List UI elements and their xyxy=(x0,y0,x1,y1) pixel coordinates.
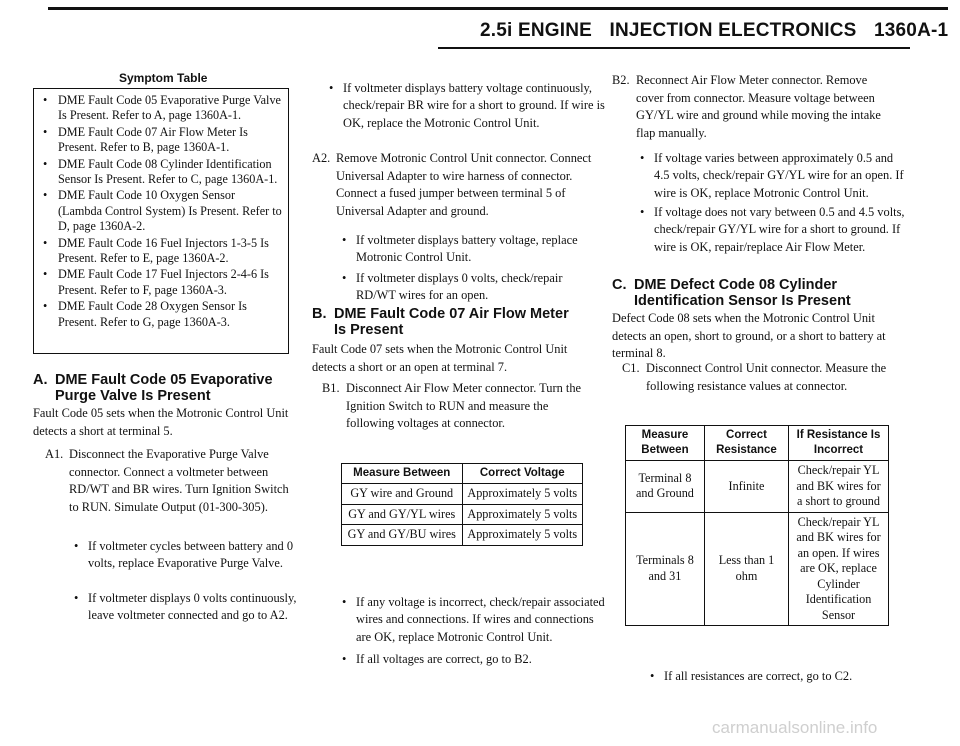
top-rule xyxy=(48,7,948,10)
symptom-item: • DME Fault Code 28 Oxygen Sensor Is Present. Refer to G, page 1360A-3. xyxy=(40,299,282,330)
header-page: 1360A-1 xyxy=(874,20,949,41)
table-row xyxy=(342,484,583,505)
header-engine: 2.5i ENGINE xyxy=(480,20,593,41)
table-cell: Approximately 5 volts xyxy=(462,504,583,525)
step-c1 xyxy=(622,360,894,395)
symptom-item: • DME Fault Code 05 Evaporative Purge Valve Is Present. Refer to A, page 1360A-1. xyxy=(40,93,282,124)
table-cell: Terminals 8 and 31 xyxy=(626,512,705,626)
table-header: Measure Between xyxy=(342,464,463,484)
step-b2-text: Reconnect Air Flow Meter connector. Remove cover from connector. Measure voltage between GY/YL wire and ground while moving the intake flap manually. xyxy=(636,73,881,140)
section-a-title: DME Fault Code 05 Evaporative Purge Valve Is Present xyxy=(55,372,273,404)
section-c-title: DME Defect Code 08 Cylinder Identification Sensor Is Present xyxy=(634,277,851,309)
step-a2-bullet: • If voltmeter displays battery voltage, replace Motronic Control Unit. xyxy=(342,232,604,267)
section-c-intro: Defect Code 08 sets when the Motronic Control Unit detects an open, short to ground, or a short to battery at terminal 8. xyxy=(612,311,886,360)
table-header-row xyxy=(626,426,889,461)
step-b1-number: B1. xyxy=(322,381,340,395)
table-header: Correct Resistance xyxy=(704,426,788,461)
step-a2 xyxy=(312,150,592,220)
step-a1-text: Disconnect the Evaporative Purge Valve connector. Connect a voltmeter between RD/WT and BR wires. Turn Ignition Switch to RUN. Simulate Output (01-300-305). xyxy=(69,447,289,514)
symptom-item: • DME Fault Code 07 Air Flow Meter Is Present. Refer to B, page 1360A-1. xyxy=(40,125,282,156)
step-b1-bullet: • If any voltage is incorrect, check/repair associated wires and connections. If wires and connections are OK, replace Motronic Control Unit. xyxy=(342,594,606,646)
symptom-item: • DME Fault Code 10 Oxygen Sensor (Lambda Control System) Is Present. Refer to D, page 1360A-2. xyxy=(40,188,282,234)
page-header xyxy=(480,20,948,42)
section-a-heading xyxy=(33,372,295,404)
watermark-text: carmanualsonline.info xyxy=(712,718,878,737)
symptom-item: • DME Fault Code 17 Fuel Injectors 2-4-6 Is Present. Refer to F, page 1360A-3. xyxy=(40,267,282,298)
step-a2-bullet: • If voltmeter displays 0 volts, check/repair RD/WT wires for an open. xyxy=(342,270,604,305)
table-cell: Terminal 8 and Ground xyxy=(626,461,705,513)
step-a1-bullet: • If voltmeter cycles between battery and 0 volts, replace Evaporative Purge Valve. xyxy=(74,538,306,573)
section-a-letter: A. xyxy=(33,372,48,388)
table-header: Measure Between xyxy=(626,426,705,461)
step-b2-number: B2. xyxy=(612,73,630,87)
table-row xyxy=(342,525,583,546)
table-cell: Approximately 5 volts xyxy=(462,525,583,546)
table-header: If Resistance Is Incorrect xyxy=(789,426,889,461)
step-b2-bullet: • If voltage does not vary between 0.5 and 4.5 volts, check/repair GY/YL wire for a short to ground. If wire is OK, repair/replace Air Flow Meter. xyxy=(640,204,906,256)
step-c1-number: C1. xyxy=(622,361,640,375)
voltage-table xyxy=(341,463,583,546)
header-section: INJECTION ELECTRONICS xyxy=(609,20,857,41)
section-b-heading xyxy=(312,306,602,338)
step-a1-bullet: • If voltmeter displays 0 volts continuously, leave voltmeter connected and go to A2. xyxy=(74,590,306,625)
step-a1-number: A1. xyxy=(45,447,64,461)
step-b2-bullet: • If voltage varies between approximately 0.5 and 4.5 volts, check/repair GY/YL wire for an open. If wire is OK, replace Motronic Control Unit. xyxy=(640,150,906,202)
step-b1-text: Disconnect Air Flow Meter connector. Turn the Ignition Switch to RUN and measure the following voltages at connector. xyxy=(346,381,582,431)
resistance-table xyxy=(625,425,889,626)
table-cell: Less than 1 ohm xyxy=(704,512,788,626)
symptom-table-title: Symptom Table xyxy=(119,71,208,85)
table-header-row xyxy=(342,464,583,484)
table-cell: GY wire and Ground xyxy=(342,484,463,505)
section-b-intro: Fault Code 07 sets when the Motronic Control Unit detects a short or an open at terminal 7. xyxy=(312,342,568,374)
section-b-title: DME Fault Code 07 Air Flow Meter Is Present xyxy=(334,306,569,338)
table-cell: GY and GY/BU wires xyxy=(342,525,463,546)
step-a1 xyxy=(45,446,295,516)
table-row xyxy=(626,461,889,513)
step-c1-text: Disconnect Control Unit connector. Measure the following resistance values at connector. xyxy=(646,361,887,393)
section-c-letter: C. xyxy=(612,277,627,293)
step-a2-number: A2. xyxy=(312,151,331,165)
symptom-table xyxy=(33,88,289,354)
step-b2 xyxy=(612,72,894,142)
symptom-item: • DME Fault Code 08 Cylinder Identification Sensor Is Present. Refer to C, page 1360A-1. xyxy=(40,157,282,188)
section-c-heading xyxy=(612,277,902,309)
symptom-item: • DME Fault Code 16 Fuel Injectors 1-3-5 Is Present. Refer to E, page 1360A-2. xyxy=(40,236,282,267)
table-row xyxy=(342,504,583,525)
table-row xyxy=(626,512,889,626)
table-cell: Check/repair YL and BK wires for a short to ground xyxy=(789,461,889,513)
step-b1 xyxy=(322,380,590,433)
header-rule xyxy=(438,47,910,49)
table-header: Correct Voltage xyxy=(462,464,583,484)
step-a1-bullet: • If voltmeter displays battery voltage continuously, check/repair BR wire for a short to ground. If wire is OK, replace the Motronic Control Unit. xyxy=(329,80,605,132)
step-c1-bullet: • If all resistances are correct, go to C2. xyxy=(650,668,904,685)
table-cell: GY and GY/YL wires xyxy=(342,504,463,525)
table-cell: Check/repair YL and BK wires for an open. If wires are OK, replace Cylinder Identification Sensor xyxy=(789,512,889,626)
table-cell: Approximately 5 volts xyxy=(462,484,583,505)
section-a-intro: Fault Code 05 sets when the Motronic Control Unit detects a short at terminal 5. xyxy=(33,406,289,438)
table-cell: Infinite xyxy=(704,461,788,513)
step-a2-text: Remove Motronic Control Unit connector. Connect Universal Adapter to wire harness of connector. Connect a fused jumper between terminal 5 of Universal Adapter and ground. xyxy=(336,151,592,218)
step-b1-bullet: • If all voltages are correct, go to B2. xyxy=(342,651,606,668)
section-b-letter: B. xyxy=(312,306,327,322)
